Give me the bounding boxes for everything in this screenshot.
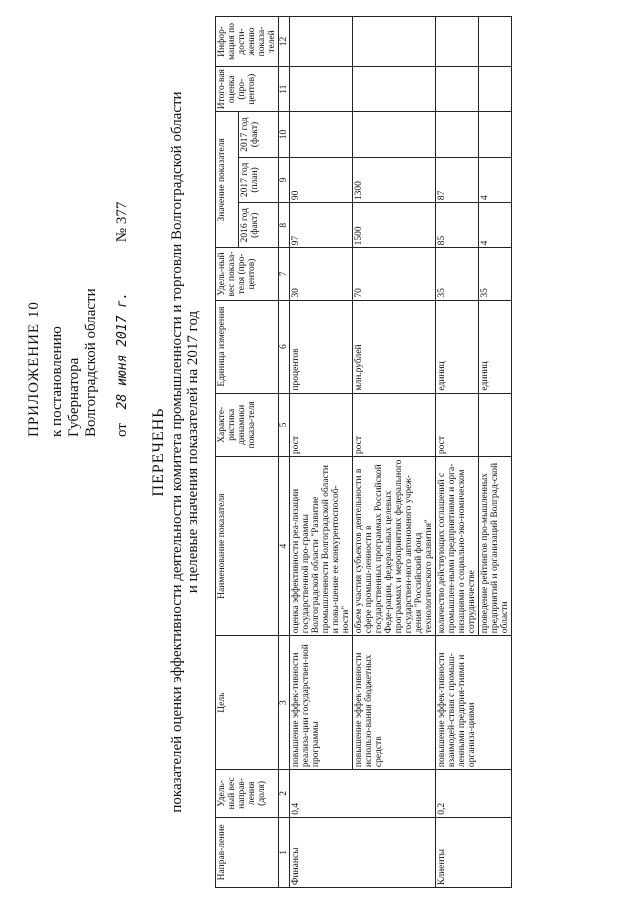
- cell-goal: повышение эффек-тивности реализа-ции государствен-ной программы: [290, 636, 353, 770]
- cell-dynamics: рост: [436, 393, 479, 457]
- col-indicator-weight: Удель-ный вес показа-теля (про-центов): [216, 248, 279, 300]
- cell-2017-fact: [436, 112, 479, 157]
- column-numbers-row: [279, 17, 290, 888]
- header-line-1: к постановлению: [49, 326, 65, 437]
- col-number: 4: [279, 457, 290, 636]
- col-unit: Единица измерения: [216, 300, 279, 393]
- header-row-1: [216, 17, 239, 888]
- cell-2017-plan: 90: [290, 157, 353, 202]
- appendix-label: ПРИЛОЖЕНИЕ 10: [26, 301, 42, 437]
- title-sub-1: показателей оценки эффективности деятельности комитета промышленности и торговли Волгоградской области: [169, 91, 185, 813]
- cell-2016-fact: 4: [479, 203, 512, 248]
- cell-info: [436, 17, 479, 67]
- cell-unit: единиц: [436, 300, 479, 393]
- col-2017-plan: 2017 год (план): [238, 157, 278, 202]
- col-number: 11: [279, 66, 290, 111]
- cell-dynamics: рост: [353, 393, 436, 457]
- cell-2017-plan: 87: [436, 157, 479, 202]
- cell-final-score: [436, 66, 479, 111]
- title-sub-2: и целевые значения показателей на 2017 год: [185, 310, 201, 594]
- col-direction: Направ-ление: [216, 817, 279, 887]
- cell-indicator: оценка эффективности реа-лизации государственной про-граммы Волгоградской области "Развитие промышленности Волгоградской области и повы-шение ее конкурентоспособ-ности": [290, 457, 353, 636]
- cell-unit: процентов: [290, 300, 353, 393]
- table-row: [290, 17, 353, 888]
- col-number: 8: [279, 203, 290, 248]
- cell-weight: 0,4: [290, 770, 436, 818]
- table-row: [436, 17, 479, 888]
- col-number: 10: [279, 112, 290, 157]
- cell-indicator: проведение рейтингов про-мышленных предприятий и организаций Волград-ской области: [479, 457, 512, 636]
- header-line-3: Волгоградской области: [83, 288, 99, 437]
- cell-unit: единиц: [479, 300, 512, 393]
- cell-dynamics: рост: [290, 393, 353, 457]
- col-goal: Цель: [216, 636, 279, 770]
- cell-weight: 0,2: [436, 770, 512, 818]
- cell-info: [353, 17, 436, 67]
- cell-goal: повышение эффек-тивности взаимодей-ствия с промыш-ленными предприя-тиями и организа-циями: [436, 636, 512, 770]
- cell-2016-fact: 1500: [353, 203, 436, 248]
- cell-unit: млн.рублей: [353, 300, 436, 393]
- col-value-group: Значение показателя: [216, 112, 239, 248]
- cell-dynamics: [479, 393, 512, 457]
- document-title: [151, 12, 201, 892]
- cell-goal: повышение эффек-тивности использо-вания бюджетных средств: [353, 636, 436, 770]
- decree-number: № 377: [114, 201, 130, 243]
- col-number: 1: [279, 817, 290, 887]
- col-2016-fact: 2016 год (факт): [238, 203, 278, 248]
- col-2017-fact: 2017 год (факт): [238, 112, 278, 157]
- col-dynamics: Характе-ристика динамики показа-теля: [216, 393, 279, 457]
- cell-indicator-weight: 30: [290, 248, 353, 300]
- col-number: 9: [279, 157, 290, 202]
- title-main: ПЕРЕЧЕНЬ: [150, 407, 167, 497]
- cell-2017-fact: [290, 112, 353, 157]
- cell-2017-fact: [479, 112, 512, 157]
- cell-2017-fact: [353, 112, 436, 157]
- col-final-score: Итого-вая оценка (про-центов): [216, 66, 279, 111]
- col-number: 12: [279, 17, 290, 67]
- table-row: [353, 17, 436, 888]
- cell-indicator-weight: 35: [479, 248, 512, 300]
- decree-date: 28 июня 2017 г.: [115, 291, 130, 410]
- cell-2016-fact: 97: [290, 203, 353, 248]
- cell-info: [479, 17, 512, 67]
- col-number: 5: [279, 393, 290, 457]
- cell-indicator: количество действующих соглашений с промышлен-ными предприятиями и орга-низациями о социально-эко-номическом сотрудничестве: [436, 457, 479, 636]
- header-line-2: Губернатора: [66, 357, 82, 437]
- col-number: 3: [279, 636, 290, 770]
- indicators-table: [215, 16, 512, 888]
- cell-direction: Клиенты: [436, 817, 512, 887]
- cell-indicator: объем участия субъектов деятельности в сфере промыш-ленности в государственных программах Российской Феде-рации, федеральных целевых программах и мероприятиях федерального государствен-ного автономного учреж-дения "Российский фонд технологического развития": [353, 457, 436, 636]
- cell-2016-fact: 85: [436, 203, 479, 248]
- cell-2017-plan: 1300: [353, 157, 436, 202]
- cell-final-score: [479, 66, 512, 111]
- cell-indicator-weight: 35: [436, 248, 479, 300]
- date-line: [114, 27, 131, 437]
- col-number: 6: [279, 300, 290, 393]
- document-header: [26, 27, 131, 437]
- col-number: 2: [279, 770, 290, 818]
- cell-2017-plan: 4: [479, 157, 512, 202]
- rotated-document-page: [18, 12, 618, 892]
- col-weight: Удель-ный вес направ-ления (доля): [216, 770, 279, 818]
- col-number: 7: [279, 248, 290, 300]
- cell-final-score: [353, 66, 436, 111]
- date-prefix: от: [114, 423, 130, 437]
- cell-indicator-weight: 70: [353, 248, 436, 300]
- cell-info: [290, 17, 353, 67]
- cell-final-score: [290, 66, 353, 111]
- col-info: Инфор-мация по дости-жению показа-телей: [216, 17, 279, 67]
- cell-direction: Финансы: [290, 817, 436, 887]
- col-indicator: Наименование показателя: [216, 457, 279, 636]
